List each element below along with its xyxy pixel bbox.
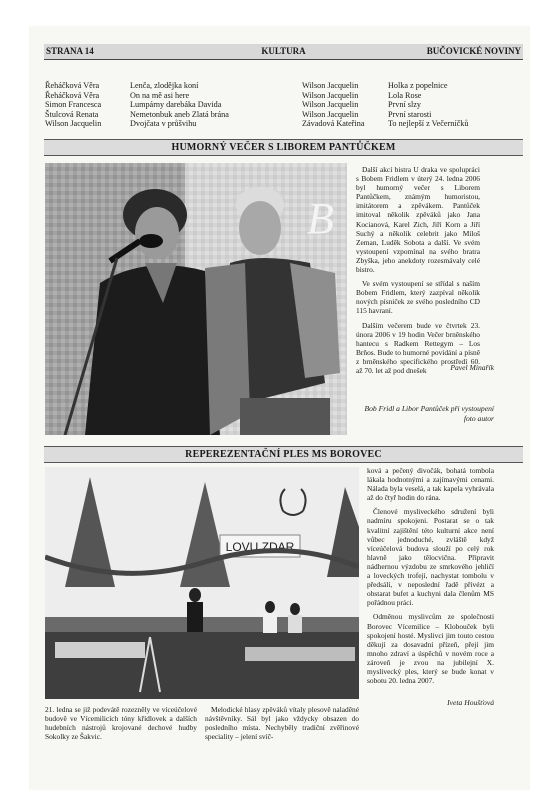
photo-banner-letter: B bbox=[307, 194, 334, 243]
paragraph: Melodické hlasy zpěváků vítaly plesově naladěné návštěvníky. Sál byl jako vždycky obsazen do posledního místa. Nechyběly tradiční zvěřinové speciality – jelení svíč- bbox=[205, 705, 359, 742]
list-item: Závadová Kateřina bbox=[302, 119, 365, 129]
list-item: Wilson Jacquelin bbox=[302, 90, 359, 100]
article2-continued bbox=[205, 705, 359, 746]
title-list-1 bbox=[130, 81, 229, 129]
caption-credit: foto autor bbox=[463, 413, 494, 423]
list-item: Nemetonbuk aneb Zlatá brána bbox=[130, 109, 229, 119]
list-item: Lumpárny darebáka Davida bbox=[130, 100, 222, 110]
list-item: Řeháčková Věra bbox=[45, 90, 100, 100]
performers-photo bbox=[45, 163, 347, 435]
newspaper-name: BUČOVICKÉ NOVINY bbox=[426, 46, 521, 56]
article1-body bbox=[356, 165, 480, 380]
paragraph: Dalším večerem bude ve čtvrtek 23. února 2006 v 19 hodin Večer brněnského hantecu s Radkem Rettegym – Los Brňos. Bude to humorné povídání a písně z brněnského specifického prostředí 60. až 70. let až pod dnešek bbox=[356, 320, 480, 375]
article2-body bbox=[367, 466, 494, 690]
list-item: Wilson Jacquelin bbox=[302, 100, 359, 110]
list-item: Lola Rose bbox=[388, 90, 422, 100]
list-item: On na mě asi here bbox=[130, 90, 190, 100]
list-item: První slzy bbox=[388, 100, 421, 110]
list-item: Štulcová Renata bbox=[45, 109, 99, 119]
article2-intro bbox=[45, 705, 197, 746]
author-list-1 bbox=[45, 81, 101, 129]
article-title: REPEREZENTAČNÍ PLES MS BOROVEC bbox=[44, 446, 523, 463]
paragraph: Členové mysliveckého sdružení byli nadmíru spokojeni. Postarat se o tak kvalitní zajištění této kulturní akce není vůbec jednoduché, zvláště když víceúčelová budova slouží po celý rok hlavně jako tělocvična. Připravit nádhernou výzdobu ze smrkového jehličí a loveckých trofejí, nachystat tombolu v předsálí, v neposlední řadě přivézt a obstarat bufet a kuchyni dala členům MS pořádnou práci. bbox=[367, 507, 494, 608]
list-item: Lenča, zlodějka koní bbox=[130, 81, 199, 90]
list-item: Wilson Jacquelin bbox=[302, 109, 359, 119]
photo-caption bbox=[300, 404, 494, 423]
paragraph: Ve svém vystoupení se střídal s naším Bobem Fridlem, který zazpíval několik nových písniček ze svého posledního CD 115 havraní. bbox=[356, 279, 480, 316]
article2-author: Iveta Houšťová bbox=[447, 698, 494, 707]
paragraph: Další akcí bistra U draka ve spolupráci s Bobem Fridlem v úterý 24. ledna 2006 byl humorný večer s Liborem Pantůčkem, známým humoristou, imitátorem a zpěvákem. Pantůček imitoval několik zpěváků jako Jana Kocianová, Karel Zich, Jiří Korn a Jiří Suchý a několik celebrit jako Miloš Zeman, Luděk Sobota a další. Ve svém vystoupení vzpomínal na svého bratra Zbyška, jeho anekdoty rozesmávaly celé bistro. bbox=[356, 165, 480, 275]
paragraph: 21. ledna se již podevátě rozezněly ve víceúčelové budově ve Vícemilicích tóny křídlovek a dalších hudebních nástrojů krojované dechové hudby Sokolky ze Šakvic. bbox=[45, 705, 197, 742]
paragraph: Odměnou myslivcům ze společnosti Borovec Vícemilice – Klobouček byli spokojení hosté. Myslivci jim touto cestou děkují za dosavadní přízeň, přejí jim mnoho zdraví a úspěchů v novém roce a zároveň je zvou na jubilejní X. myslivecký ples, který se bude konat v sobotu 20. ledna 2007. bbox=[367, 612, 494, 686]
author-list-2 bbox=[302, 81, 365, 129]
ball-photo-image bbox=[45, 467, 359, 699]
list-item: Holka z popelnice bbox=[388, 81, 448, 90]
banner-text: LOVU ZDAR bbox=[225, 540, 295, 554]
title-list-2 bbox=[388, 81, 468, 129]
paragraph: ková a pečený divočák, bohatá tombola lákala hodnotnými a zajímavými cenami. Nálada byla veselá, a tak kapela vyhrávala až do čtyř hodin do rána. bbox=[367, 466, 494, 503]
article1-author: Pavel Minařík bbox=[450, 363, 494, 372]
performers-photo-image bbox=[45, 163, 347, 435]
list-item: První starosti bbox=[388, 109, 432, 119]
page-number: STRANA 14 bbox=[46, 46, 94, 56]
section-title: KULTURA bbox=[261, 46, 306, 56]
list-item: Dvojčata v průšvihu bbox=[130, 119, 197, 129]
ball-photo bbox=[45, 467, 359, 699]
list-item: Wilson Jacquelin bbox=[45, 119, 102, 129]
list-item: Řeháčková Věra bbox=[45, 81, 100, 90]
article-title: HUMORNÝ VEČER S LIBOREM PANTŮČKEM bbox=[44, 139, 523, 156]
list-item: To nejlepší z Večerníčků bbox=[388, 119, 469, 129]
caption-text: Bob Fridl a Libor Pantůček při vystoupení bbox=[364, 404, 494, 413]
page-header bbox=[44, 44, 523, 60]
list-item: Simon Francesca bbox=[45, 100, 102, 110]
list-item: Wilson Jacquelin bbox=[302, 81, 359, 90]
